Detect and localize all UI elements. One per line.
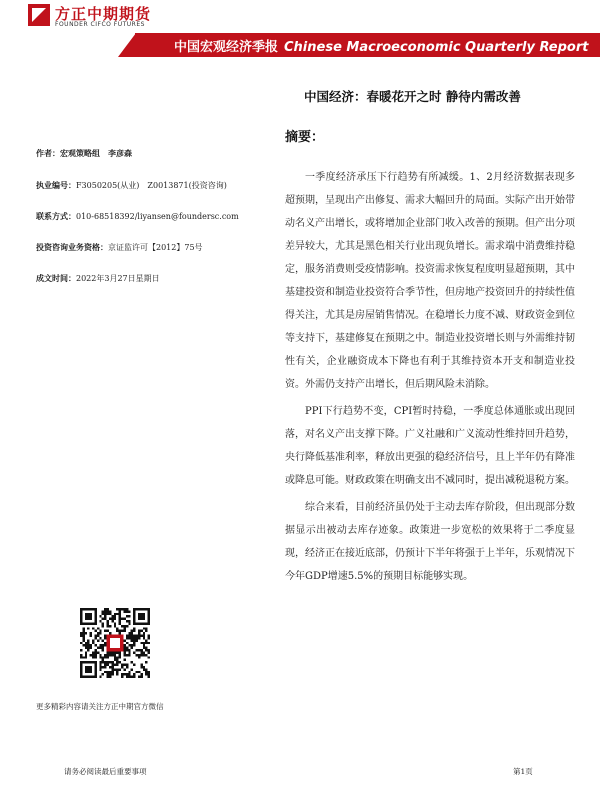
abstract-paragraph: 一季度经济承压下行趋势有所减缓。1、2月经济数据表现多超预期，呈现出产出修复、需求大幅回升的局面。实际产出开始带动名义产出增长，或将增加企业部门收入改善的预期。但产出分项差异较大，尤其是黑色相关行业出现负增长。需求端中消费维持稳定，服务消费则受疫情影响。投资需求恢复程度明显超预期，其中基建投资和制造业投资符合季节性，但房地产投资回升的持续性值得关注，尤其是房屋销售情况。在稳增长力度不减、财政资金到位等支持下，基建修复在预期之中。制造业投资增长则与外需维持韧性有关，企业融资成本下降也有利于其维持资本开支和制造业投资。外需仍支持产出增长，但后期风险未消除。	[285, 172, 575, 390]
contact-label: 联系方式：	[36, 212, 76, 221]
brand-name-en: FOUNDER CIFCO FUTURES	[55, 21, 145, 28]
contact-info	[36, 211, 239, 222]
author-label: 作者：	[36, 149, 60, 158]
license-value: F3050205(从业) Z0013871(投资咨询)	[76, 181, 227, 190]
contact-value: 010-68518392/liyansen@foundersc.com	[76, 212, 239, 221]
abstract-paragraph: 综合来看，目前经济虽仍处于主动去库存阶段，但出现部分数据显示出被动去库存迹象。政策进一步宽松的效果将于二季度显现，经济正在接近底部，仍预计下半年将强于上半年，乐观情况下今年GDP增速5.5%的预期目标能够实现。	[285, 502, 575, 582]
qr-caption: 更多精彩内容请关注方正中期官方微信	[36, 702, 164, 711]
qualification-info	[36, 242, 203, 253]
date-label: 成文时间：	[36, 274, 76, 283]
abstract-heading: 摘要：	[285, 130, 325, 145]
report-title-en: Chinese Macroeconomic Quarterly Report	[284, 40, 589, 55]
license-label: 执业编号：	[36, 181, 76, 190]
author-info	[36, 148, 132, 159]
qualification-label: 投资咨询业务资格：	[36, 243, 108, 252]
date-info	[36, 273, 160, 284]
page-title: 中国经济：春暖花开之时 静待内需改善	[304, 89, 521, 104]
brand-logo	[28, 4, 208, 30]
license-info	[36, 180, 227, 191]
founder-logo-icon	[28, 4, 50, 26]
wechat-qr-code-icon	[80, 608, 150, 678]
abstract-body	[285, 166, 575, 592]
footer-disclaimer: 请务必阅读最后重要事项	[64, 767, 147, 776]
author-value: 宏观策略组 李彦森	[60, 149, 132, 158]
abstract-paragraph: PPI下行趋势不变，CPI暂时持稳，一季度总体通胀或出现回落，对名义产出支撑下降。广义社融和广义流动性维持回升趋势，央行降低基准利率，释放出更强的稳经济信号，且上半年仍有降准或降息可能。财政政策在明确支出不减同时，提出减税退税方案。	[285, 406, 575, 486]
report-title	[174, 36, 588, 55]
report-title-cn: 中国宏观经济季报	[174, 40, 279, 55]
banner-wedge	[118, 33, 136, 57]
page-number: 第1页	[513, 767, 533, 776]
date-value: 2022年3月27日星期日	[76, 274, 160, 283]
qualification-value: 京证监许可【2012】75号	[108, 243, 203, 252]
brand-name-cn: 方正中期期货	[55, 5, 152, 23]
